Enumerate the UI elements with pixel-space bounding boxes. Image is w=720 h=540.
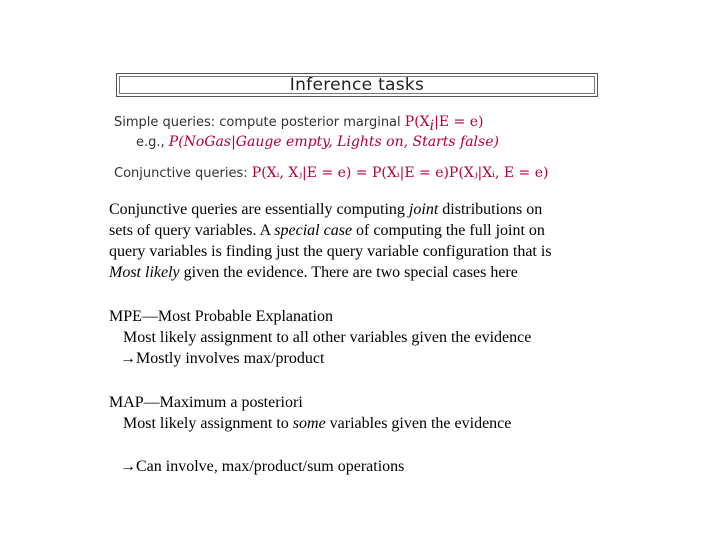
intro-line-4: Most likely given the evidence. There are two special cases here: [109, 264, 518, 281]
conjunctive-formula: P(Xᵢ, Xⱼ|E = e) = P(Xᵢ|E = e)P(Xⱼ|Xᵢ, E = e): [251, 165, 549, 181]
figure-title: Inference tasks: [289, 75, 425, 95]
figure-title-box: [116, 73, 598, 97]
map-section: [109, 392, 511, 434]
simple-queries-line: [114, 114, 483, 134]
arrow-right-icon: →: [120, 350, 136, 367]
conjunctive-queries-line: [114, 165, 548, 181]
mpe-heading: MPE—Most Probable Explanation: [109, 308, 333, 325]
example-formula: P(NoGas|Gauge empty, Lights on, Starts false): [168, 134, 499, 150]
intro-line-3: query variables is finding just the query variable configuration that is: [109, 243, 552, 260]
mpe-section: [109, 306, 531, 369]
mpe-description: Most likely assignment to all other variables given the evidence: [123, 329, 532, 346]
map-description: Most likely assignment to some variables given the evidence: [123, 415, 512, 432]
map-note: →Can involve, max/product/sum operations: [120, 458, 405, 475]
intro-paragraph: [109, 199, 552, 283]
arrow-right-icon: →: [120, 458, 136, 475]
simple-queries-text: compute posterior marginal: [219, 115, 401, 130]
intro-line-1: Conjunctive queries are essentially computing joint distributions on: [109, 201, 543, 218]
example-label: e.g.,: [136, 135, 165, 150]
simple-formula: $P(X_i|E = e)$: [404, 114, 484, 134]
simple-queries-label: Simple queries:: [114, 115, 216, 130]
intro-line-2: sets of query variables. A special case of computing the full joint on: [109, 222, 545, 239]
mpe-note: →Mostly involves max/product: [120, 350, 325, 367]
conjunctive-queries-label: Conjunctive queries:: [114, 166, 248, 181]
map-note-section: [109, 456, 404, 477]
map-heading: MAP—Maximum a posteriori: [109, 394, 303, 411]
example-line: [136, 134, 499, 150]
